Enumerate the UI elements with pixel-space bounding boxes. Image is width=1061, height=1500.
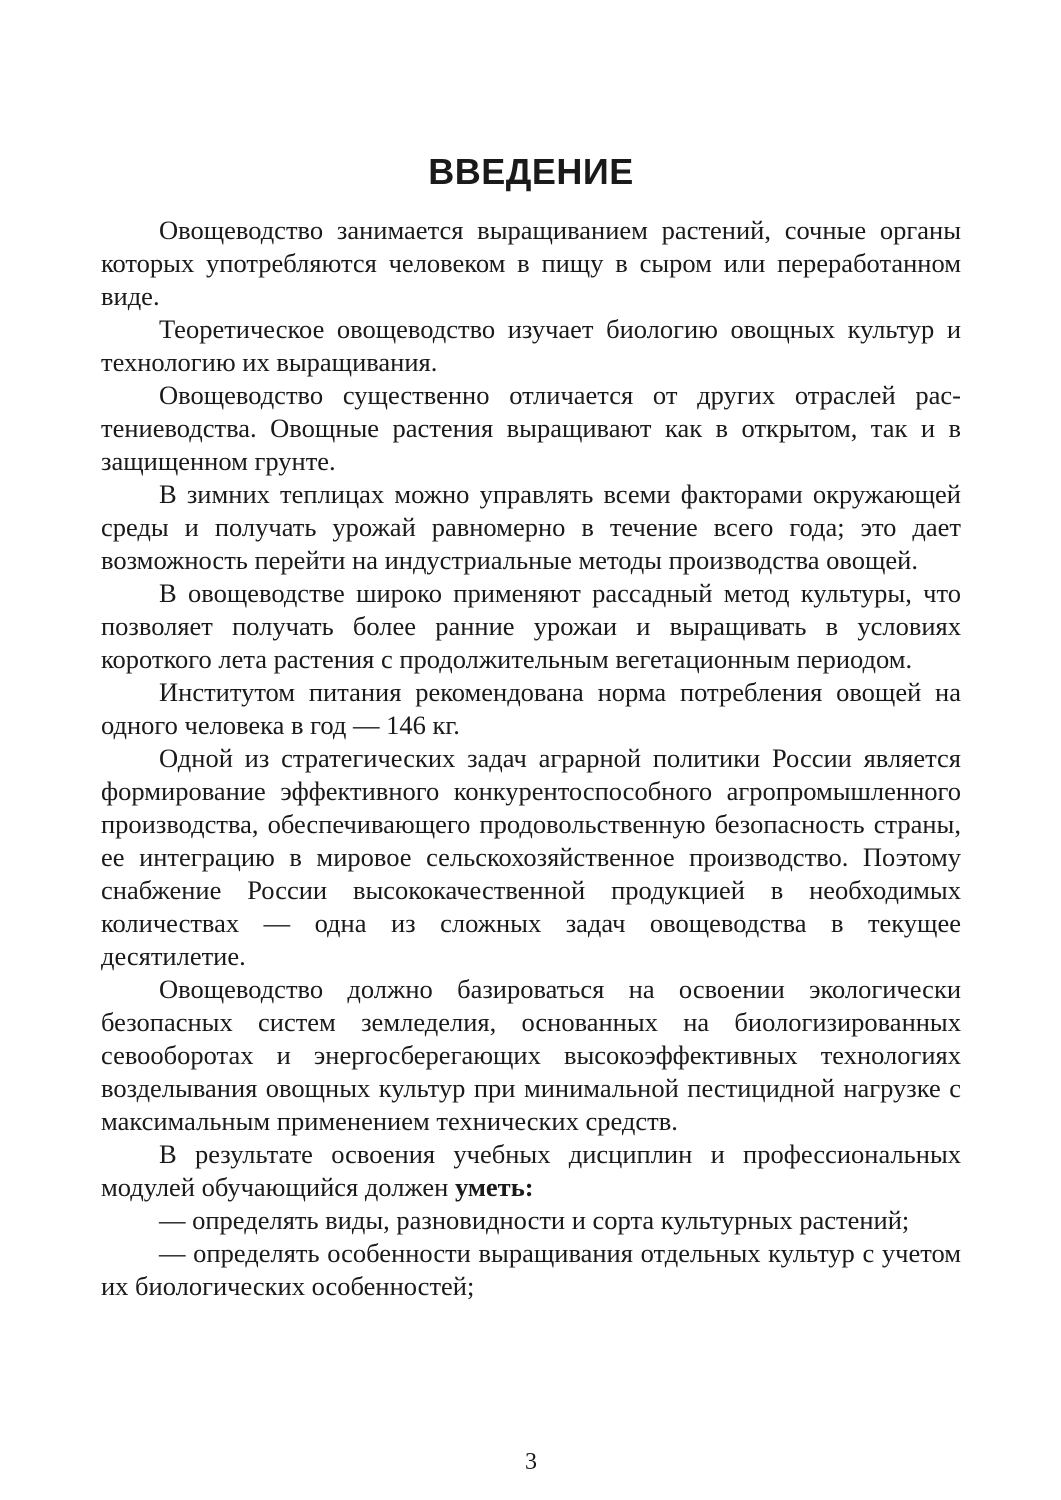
page-title: ВВЕДЕНИЕ xyxy=(428,151,634,192)
paragraph: Овощеводство должно базироваться на освоении экологически безопасных систем земледелия, основанных на биологизированных севооборотах и энергосберегающих высокоэффективных технологиях возделывания овощных культур при минимальной пестицидной нагрузке с максимальным применением технических средств. xyxy=(101,974,961,1136)
skills-intro-paragraph xyxy=(101,1138,961,1204)
paragraph: Институтом питания рекомендована норма потребления овощей на одного человека в год — 146 кг. xyxy=(101,677,961,740)
page-number: 3 xyxy=(525,1449,537,1475)
body-text xyxy=(101,214,961,1303)
paragraph: В овощеводстве широко применяют рассадный метод культуры, что позволяет получать более ранние урожаи и выращивать в условиях короткого лета растения с продолжительным вегетационным периодом. xyxy=(101,578,961,674)
paragraph: Овощеводство занимается выращиванием растений, сочные органы которых употребляются человеком в пищу в сыром или переработанном виде. xyxy=(101,215,961,311)
paragraph: В зимних теплицах можно управлять всеми факторами окружающей среды и получать урожай равномерно в течение всего года; это дает возможность перейти на индустриальные методы производства овощей. xyxy=(101,479,961,575)
skill-list-item: — определять особенности выращивания отдельных культур с учетом их биологических особенностей; xyxy=(101,1238,961,1301)
skills-keyword: уметь: xyxy=(454,1172,534,1202)
skill-list-item: — определять виды, разновидности и сорта культурных растений; xyxy=(159,1205,910,1235)
document-page xyxy=(101,0,961,1500)
paragraph: Теоретическое овощеводство изучает биологию овощных культур и технологию их выращивания. xyxy=(101,314,961,377)
paragraph: Овощеводство существенно отличается от других отраслей растениеводства. Овощные растения выращивают как в открытом, так и в защищенном грунте. xyxy=(101,380,961,476)
skills-intro-text: В результате освоения учебных дисциплин и профессиональных модулей обучающийся должен xyxy=(101,1139,961,1202)
paragraph: Одной из стратегических задач аграрной политики России является формирование эффективного конкурентоспособного агропромышленного производства, обеспечивающего продовольственную безопасность страны, ее интеграцию в мировое сельскохозяйственное производство. Поэтому снабжение России высококачественной продукцией в необходимых количествах — одна из сложных задач овощеводства в текущее десятилетие. xyxy=(101,743,961,971)
